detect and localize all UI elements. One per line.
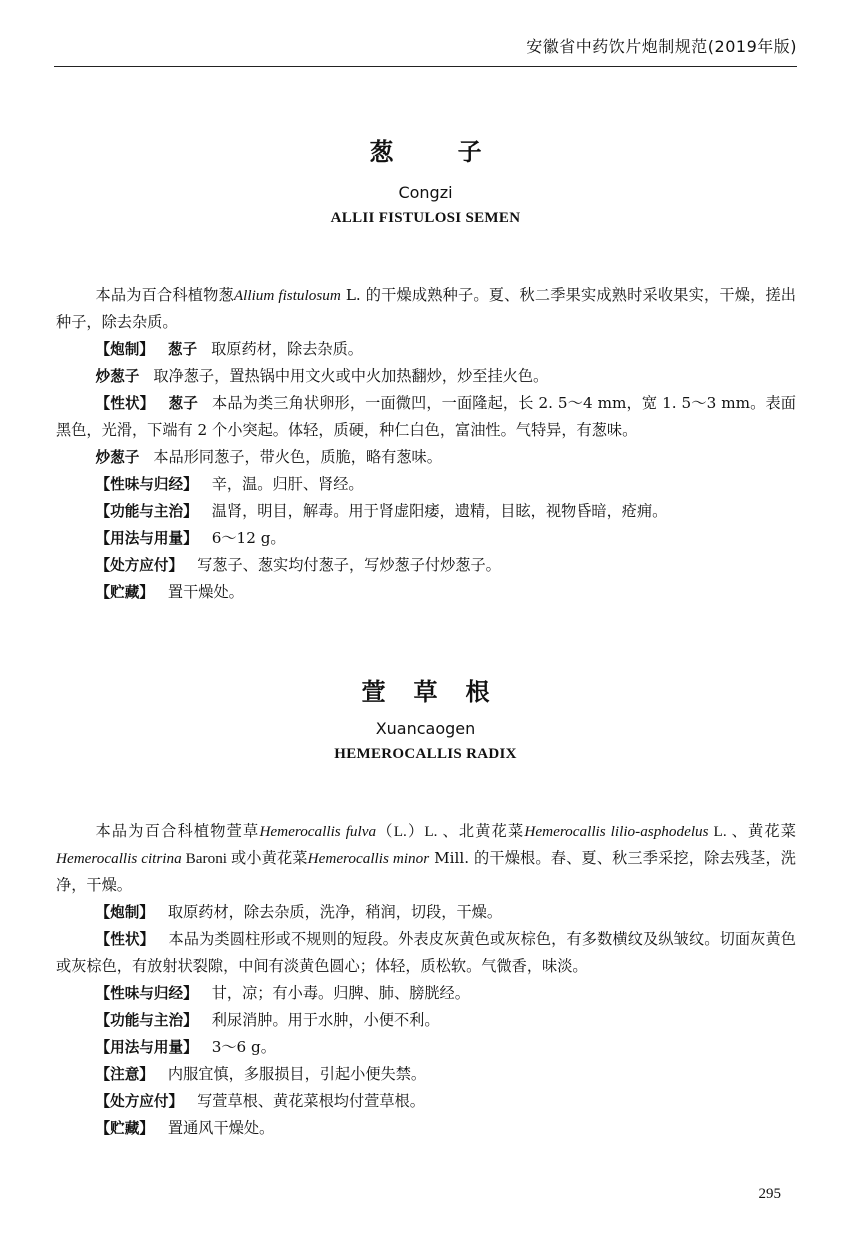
section-label: 【贮藏】 <box>95 1120 154 1137</box>
prescription-section: 【处方应付】 写葱子、葱实均付葱子，写炒葱子付炒葱子。 <box>95 556 501 574</box>
page-number: 295 <box>758 1186 781 1202</box>
prescription-section: 【处方应付】 写萱草根、黄花菜根均付萱草根。 <box>95 1092 425 1110</box>
section-label: 【性状】 <box>95 931 155 948</box>
section-label: 【炮制】 <box>95 341 154 358</box>
species-name: Hemerocallis lilio-asphodelus <box>524 823 709 840</box>
function-section: 【功能与主治】 利尿消肿。用于水肿，小便不利。 <box>95 1011 440 1029</box>
monograph-title: 萱草根 <box>361 678 518 706</box>
nature-section: 【性味与归经】 辛，温。归肝、肾经。 <box>95 475 364 493</box>
section-label: 【炮制】 <box>95 904 154 921</box>
section-label: 【贮藏】 <box>95 584 154 601</box>
monograph-body <box>56 282 796 606</box>
section-label: 【性状】 <box>95 395 155 412</box>
monograph-pinyin: Xuancaogen <box>375 719 476 738</box>
monograph-title: 葱 子 <box>369 138 510 166</box>
storage-section: 【贮藏】 置通风干燥处。 <box>95 1119 275 1137</box>
section-label: 【功能与主治】 <box>95 503 198 520</box>
section-label: 【性味与归经】 <box>95 985 198 1002</box>
section-label: 【注意】 <box>95 1066 154 1083</box>
processing-section: 【炮制】 取原药材，除去杂质，洗净，稍润，切段，干燥。 <box>95 903 503 921</box>
monograph-body <box>56 818 796 1142</box>
character-section: 【性状】 本品为类圆柱形或不规则的短段。外表皮灰黄色或灰棕色，有多数横纹及纵皱纹。切面灰黄色或灰棕色，有放射状裂隙，中间有淡黄色圆心；体轻，质松软。气微香，味淡。 <box>56 930 796 975</box>
function-section: 【功能与主治】 温肾，明目，解毒。用于肾虚阳痿，遗精，目眩，视物昏暗，疮痈。 <box>95 502 668 520</box>
section-label: 【用法与用量】 <box>95 1039 198 1056</box>
monograph-latin-name: ALLII FISTULOSI SEMEN <box>330 210 521 226</box>
section-label: 【处方应付】 <box>95 1093 184 1110</box>
species-name: Hemerocallis fulva <box>259 823 377 840</box>
storage-section: 【贮藏】 置干燥处。 <box>95 583 244 601</box>
dosage-section: 【用法与用量】 6～12 g。 <box>95 529 286 547</box>
species-name: Allium fistulosum <box>233 287 341 304</box>
processing-section: 【炮制】 葱子 取原药材，除去杂质。 <box>95 340 363 358</box>
intro-paragraph: 本品为百合科植物葱Allium fistulosum L. 的干燥成熟种子。夏、秋二季果实成熟时采收果实，干燥，搓出种子，除去杂质。 <box>56 286 796 331</box>
caution-section: 【注意】 内服宜慎，多服损目，引起小便失禁。 <box>95 1065 427 1083</box>
fried-character: 炒葱子 本品形同葱子，带火色，质脆，略有葱味。 <box>95 448 442 466</box>
section-label: 【性味与归经】 <box>95 476 198 493</box>
monograph-pinyin: Congzi <box>398 183 453 202</box>
intro-paragraph: 本品为百合科植物萱草Hemerocallis fulva（L.）L. 、北黄花菜Hemerocallis lilio-asphodelus L. 、黄花菜Hemerocallis citrina Baroni 或小黄花菜Hemerocallis minor Mill. 的干燥根。春、夏、秋三季采挖，除去残茎，洗净，干燥。 <box>56 822 796 894</box>
section-label: 【功能与主治】 <box>95 1012 198 1029</box>
species-name: Hemerocallis minor <box>307 850 430 867</box>
section-label: 【用法与用量】 <box>95 530 198 547</box>
section-label: 【处方应付】 <box>95 557 184 574</box>
monograph-latin-name: HEMEROCALLIS RADIX <box>334 746 517 762</box>
nature-section: 【性味与归经】 甘，凉；有小毒。归脾、肺、膀胱经。 <box>95 984 470 1002</box>
dosage-section: 【用法与用量】 3～6 g。 <box>95 1038 276 1056</box>
fried-processing: 炒葱子 取净葱子，置热锅中用文火或中火加热翻炒，炒至挂火色。 <box>95 367 549 385</box>
running-header: 安徽省中药饮片炮制规范(2019年版) <box>526 37 797 56</box>
species-name: Hemerocallis citrina <box>56 850 182 867</box>
header-rule <box>54 66 797 67</box>
character-section: 【性状】 葱子 本品为类三角状卵形，一面微凹，一面隆起，长 2. 5～4 mm，宽 1. 5～3 mm。表面黑色，光滑，下端有 2 个小突起。体轻，质硬，种仁白色，富油性。气特异，有葱味。 <box>56 394 796 439</box>
